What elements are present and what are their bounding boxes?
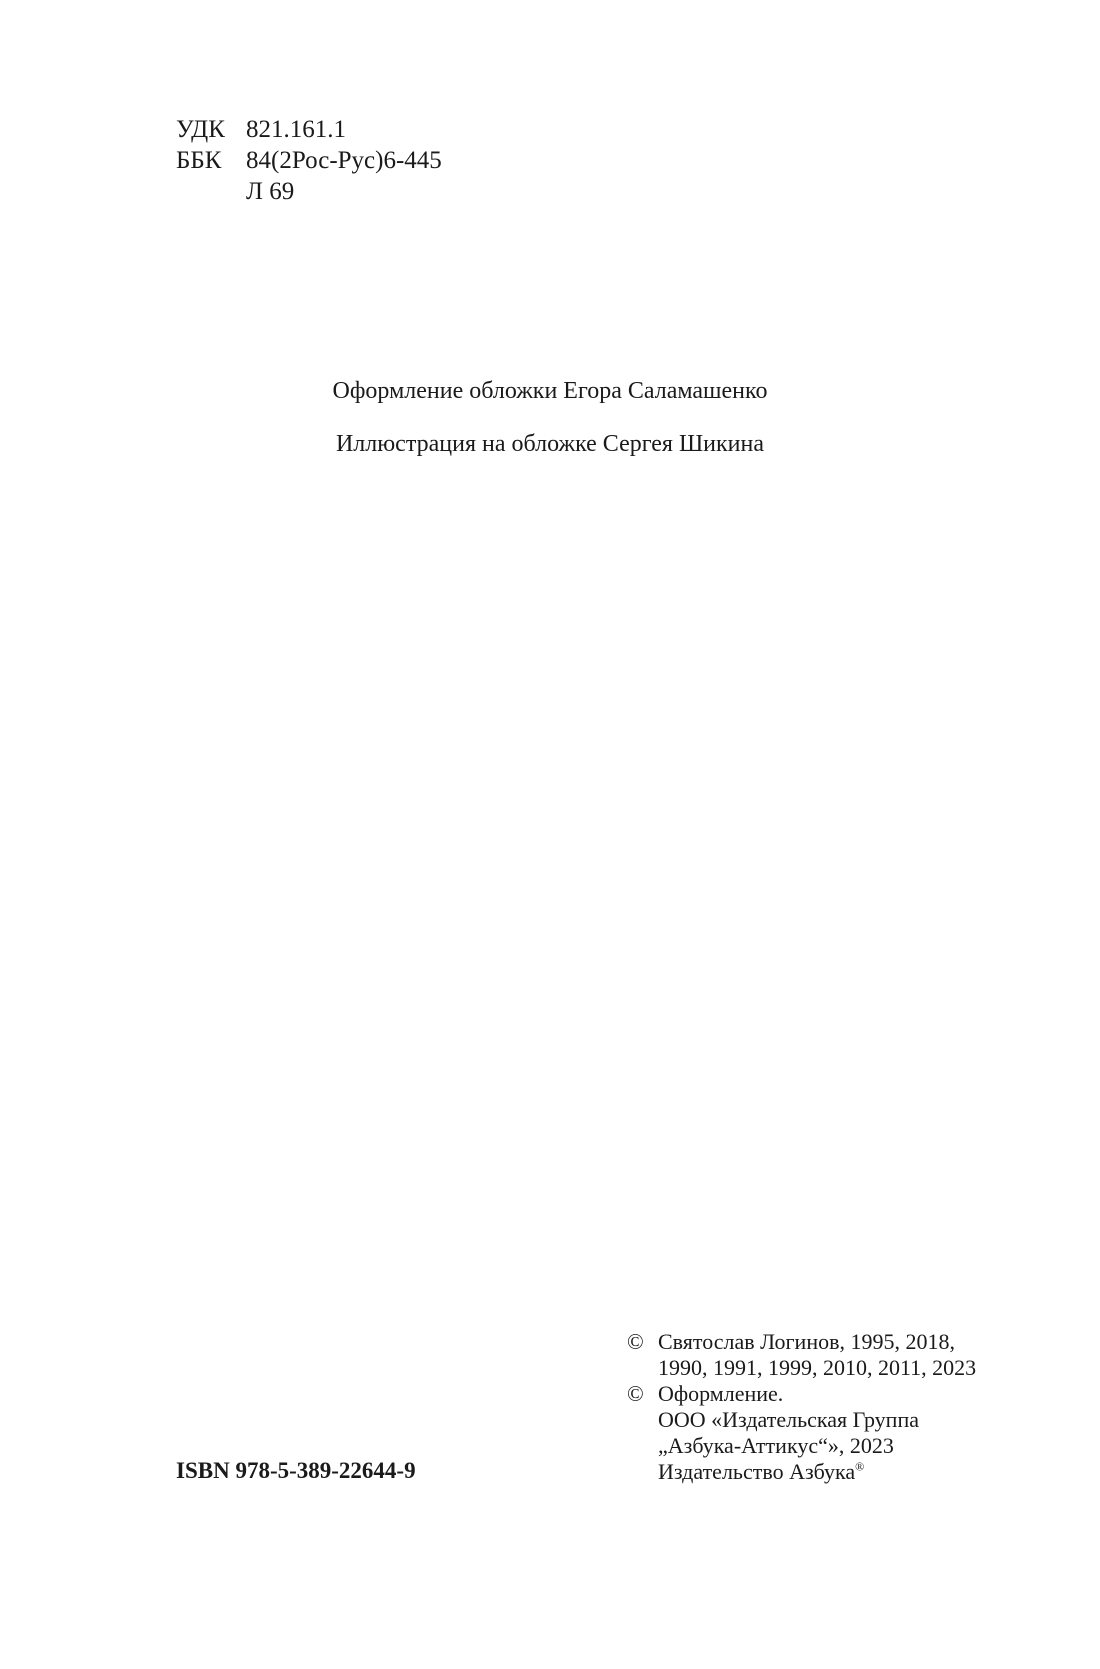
udk-value: 821.161.1 [246, 116, 346, 143]
author-mark-label [176, 176, 246, 207]
udk-label: УДК [176, 116, 225, 143]
registered-mark: ® [855, 1459, 865, 1474]
isbn: ISBN 978-5-389-22644-9 [176, 1458, 416, 1483]
author-mark-row [176, 176, 442, 207]
udk-row [176, 114, 442, 145]
copyright-author-line-2: 1990, 1991, 1999, 2010, 2011, 2023 [658, 1355, 977, 1380]
copyright-design-line-1: Оформление. [658, 1381, 784, 1406]
publisher-name [658, 1459, 864, 1485]
publisher-label: Издательство Азбука [658, 1459, 856, 1484]
copyright-design-line-3: „Азбука-Аттикус“», 2023 [658, 1433, 894, 1458]
classification-block [176, 114, 442, 207]
cover-illustration-credit: Иллюстрация на обложке Сергея Шикина [335, 431, 765, 457]
copyright-author-row [627, 1329, 976, 1355]
copyright-design-line-2: ООО «Издательская Группа [658, 1407, 919, 1432]
copyright-design-row-3 [627, 1433, 976, 1459]
copyright-design-row-2 [627, 1407, 976, 1433]
copyright-publisher-row [627, 1459, 976, 1485]
bbk-label: ББК [176, 147, 222, 174]
author-mark-value: Л 69 [246, 178, 295, 205]
copyright-symbol: © [627, 1329, 644, 1354]
bbk-value: 84(2Рос-Рус)6-445 [246, 147, 442, 174]
cover-design-credit: Оформление обложки Егора Саламашенко [332, 378, 768, 404]
copyright-symbol: © [627, 1381, 644, 1406]
bbk-row [176, 145, 442, 176]
copyright-author-row-2 [627, 1355, 976, 1381]
copyright-author-line-1: Святослав Логинов, 1995, 2018, [658, 1329, 955, 1354]
copyright-design-row [627, 1381, 976, 1407]
copyright-block [627, 1329, 976, 1485]
